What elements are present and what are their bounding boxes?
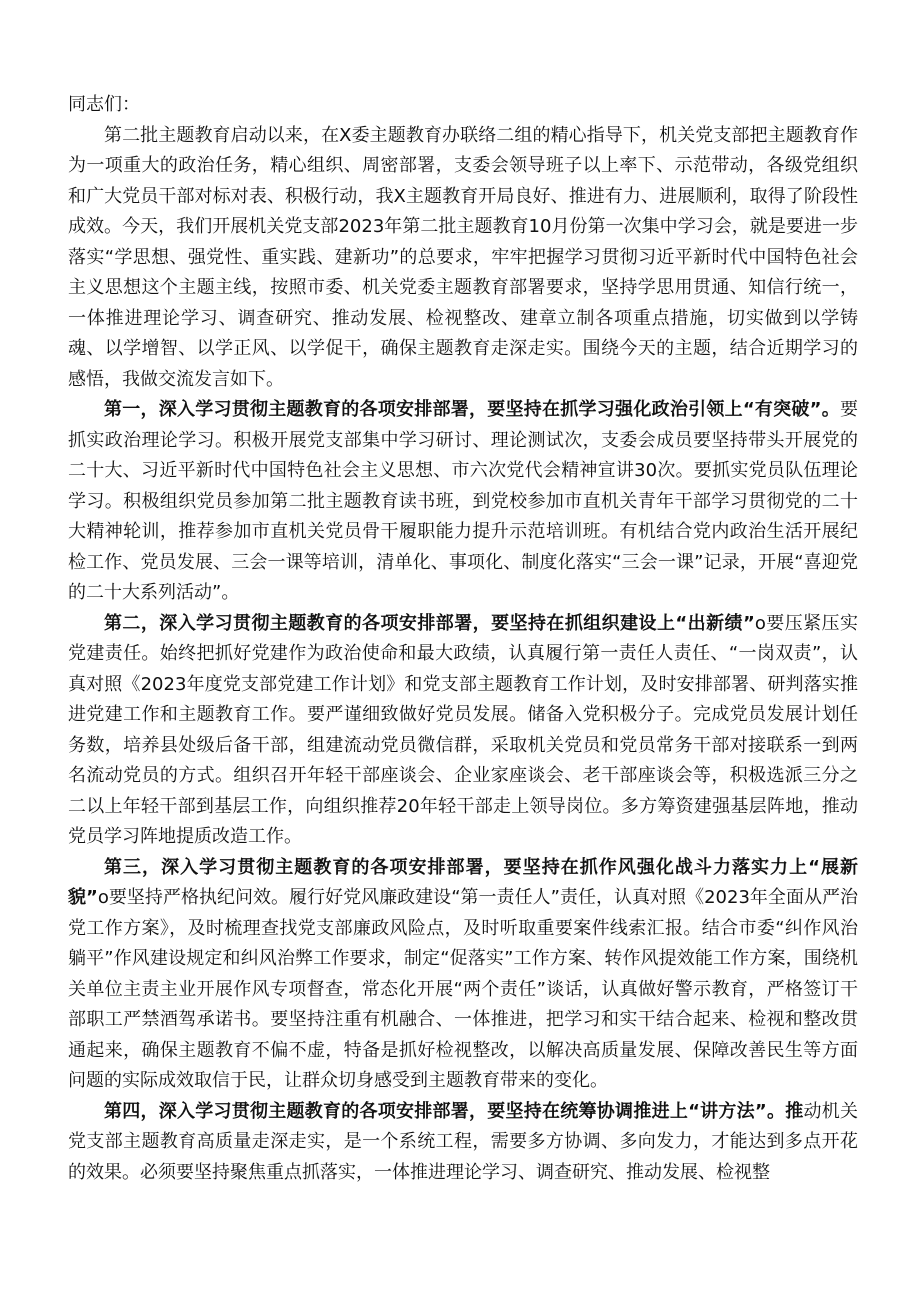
section-4-lead: 第四，深入学习贯彻主题教育的各项安排部署，要坚持在统筹协调推进上“讲方法”。推 — [104, 1100, 804, 1122]
section-3-lead: 第三，深入学习贯彻主题教育的各项安排部署，要坚持在抓作风强化战斗力落实力上“展新貌” — [68, 856, 858, 908]
greeting: 同志们： — [68, 94, 140, 115]
section-2-body: o要压紧压实党建责任。始终把抓好党建作为政治使命和最大政绩，认真履行第一责任人责任、“一岗双责”，认真对照《2023年度党支部党建工作计划》和党支部主题教育工作计划，及时安排部署、研判落实推进党建工作和主题教育工作。要严谨细致做好党员发展。储备入党积极分子。完成党员发展计划任务数，培养县处级后备干部，组建流动党员微信群，采取机关党员和党员常务干部对接联系一到两名流动党员的方式。组织召开年轻干部座谈会、企业家座谈会、老干部座谈会等，积极选派三分之二以上年轻干部到基层工作，向组织推荐20年轻干部走上领导岗位。多方筹资建强基层阵地，推动党员学习阵地提质改造工作。 — [68, 612, 858, 847]
document-page — [68, 90, 858, 1188]
section-1-paragraph — [68, 395, 858, 609]
section-1-lead: 第一，深入学习贯彻主题教育的各项安排部署，要坚持在抓学习强化政治引领上“有突破”。 — [104, 399, 840, 420]
section-2-paragraph — [68, 609, 858, 853]
section-3-paragraph — [68, 853, 858, 1097]
section-4-paragraph — [68, 1097, 858, 1189]
section-4-body: 动机关党支部主题教育高质量走深走实，是一个系统工程，需要多方协调、多向发力，才能达到多点开花的效果。必须要坚持聚焦重点抓落实，一体推进理论学习、调查研究、推动发展、检视整 — [68, 1100, 859, 1183]
section-1-body: 要抓实政治理论学习。积极开展党支部集中学习研讨、理论测试次，支委会成员要坚持带头开展党的二十大、习近平新时代中国特色社会主义思想、市六次党代会精神宣讲30次。要抓实党员队伍理论学习。积极组织党员参加第二批主题教育读书班，到党校参加市直机关青年干部学习贯彻党的二十大精神轮训，推荐参加市直机关党员骨干履职能力提升示范培训班。有机结合党内政治生活开展纪检工作、党员发展、三会一课等培训，清单化、事项化、制度化落实“三会一课”记录，开展“喜迎党的二十大系列活动”。 — [68, 399, 858, 603]
section-3-body: o要坚持严格执纪问效。履行好党风廉政建设“第一责任人”责任，认真对照《2023年全面从严治党工作方案》，及时梳理查找党支部廉政风险点，及时听取重要案件线索汇报。结合市委“纠作风治躺平”作风建设规定和纠风治弊工作要求，制定“促落实”工作方案、转作风提效能工作方案，围绕机关单位主责主业开展作风专项督查，常态化开展“两个责任”谈话，认真做好警示教育，严格签订干部职工严禁酒驾承诺书。要坚持注重有机融合、一体推进，把学习和实干结合起来、检视和整改贯通起来，确保主题教育不偏不虚，特备是抓好检视整改，以解决高质量发展、保障改善民生等方面问题的实际成效取信于民，让群众切身感受到主题教育带来的变化。 — [68, 887, 858, 1091]
intro-paragraph: 第二批主题教育启动以来，在X委主题教育办联络二组的精心指导下，机关党支部把主题教育作为一项重大的政治任务，精心组织、周密部署，支委会领导班子以上率下、示范带动，各级党组织和广大党员干部对标对表、积极行动，我X主题教育开局良好、推进有力、进展顺利，取得了阶段性成效。今天，我们开展机关党支部2023年第二批主题教育10月份第一次集中学习会，就是要进一步落实“学思想、强党性、重实践、建新功”的总要求，牢牢把握学习贯彻习近平新时代中国特色社会主义思想这个主题主线，按照市委、机关党委主题教育部署要求，坚持学思用贯通、知信行统一，一体推进理论学习、调查研究、推动发展、检视整改、建章立制各项重点措施，切实做到以学铸魂、以学增智、以学正风、以学促干，确保主题教育走深走实。围绕今天的主题，结合近期学习的感悟，我做交流发言如下。 — [68, 124, 858, 390]
section-2-lead: 第二，深入学习贯彻主题教育的各项安排部署，要坚持在抓组织建设上“出新绩” — [104, 612, 755, 634]
